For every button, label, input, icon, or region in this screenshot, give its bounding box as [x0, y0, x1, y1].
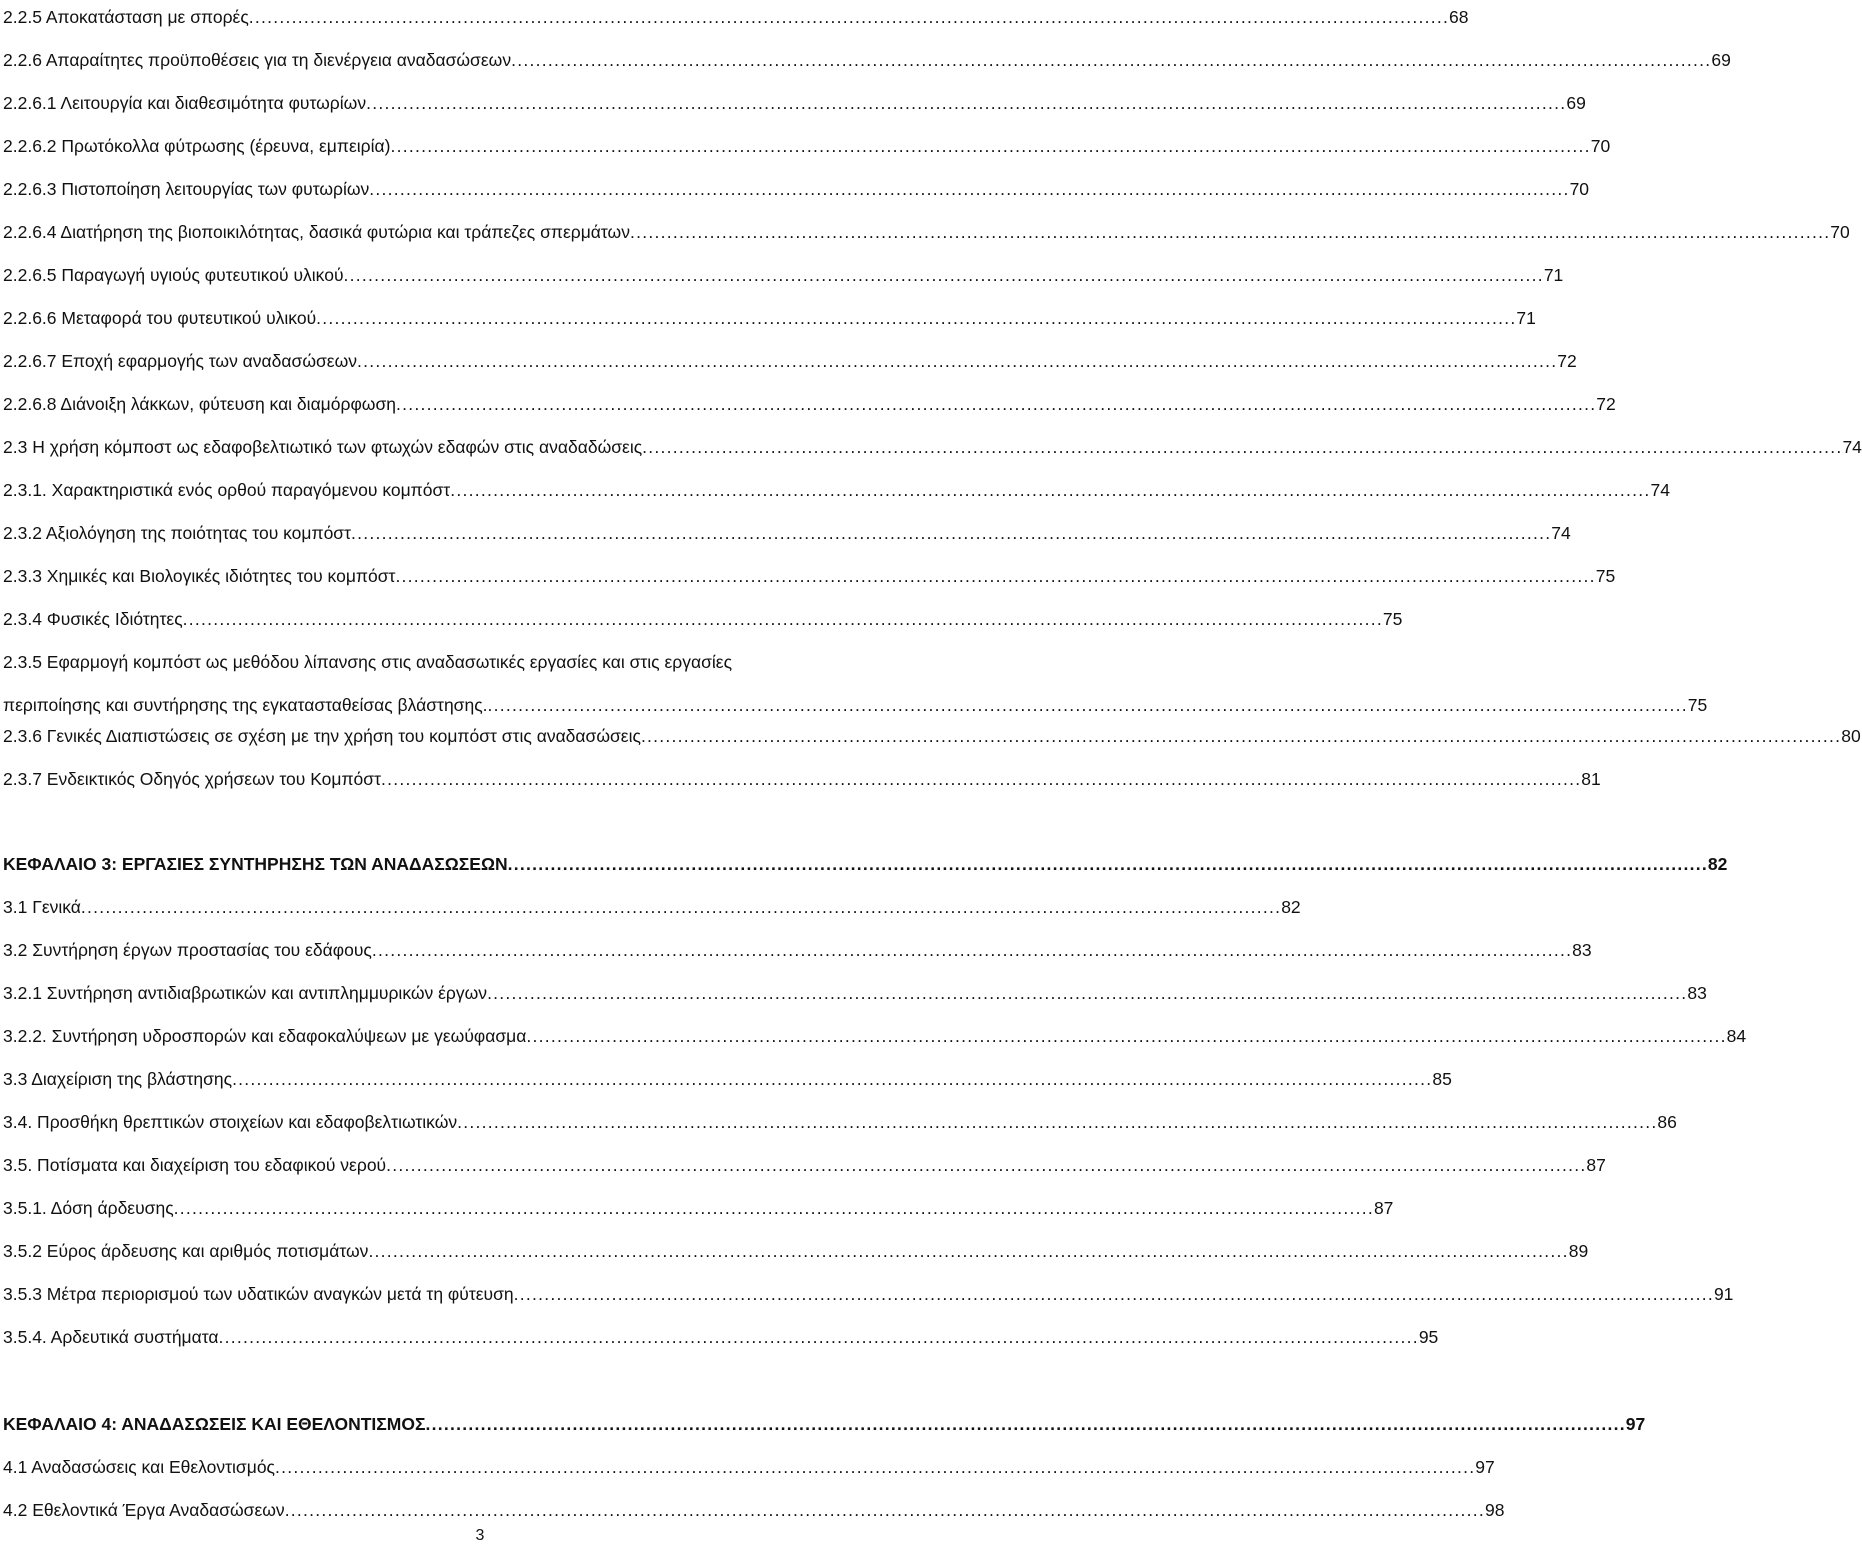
toc-entry-title: ΚΕΦΑΛΑΙΟ 4: ΑΝΑΔΑΣΩΣΕΙΣ ΚΑΙ ΕΘΕΛΟΝΤΙΣΜΟΣ — [3, 1414, 426, 1434]
dot-leader — [457, 1111, 1654, 1133]
toc-entry-title: 3.2.2. Συντήρηση υδροσπορών και εδαφοκαλύψεων με γεωύφασμα — [3, 1026, 527, 1046]
toc-entry-page: 83 — [1572, 940, 1592, 960]
dot-leader — [232, 1068, 1429, 1090]
toc-entry-page: 75 — [1687, 695, 1708, 715]
toc-entry-page: 81 — [1581, 769, 1601, 789]
toc-entry-page: 69 — [1711, 50, 1731, 70]
toc-entry[interactable] — [3, 1197, 1394, 1219]
toc-entry[interactable] — [3, 982, 1707, 1004]
toc-entry-page: 80 — [1841, 726, 1861, 746]
toc-entry-title-line1: 2.3.5 Εφαρμογή κομπόστ ως μεθόδου λίπανσης στις αναδασωτικές εργασίες και στις εργασίες — [3, 652, 733, 672]
toc-entry-title: 3.5.3 Μέτρα περιορισμού των υδατικών αναγκών μετά τη φύτευση — [3, 1284, 514, 1304]
toc-entry[interactable] — [3, 6, 1469, 28]
dot-leader — [395, 565, 1592, 587]
toc-entry-title: 4.2 Εθελοντικά Έργα Αναδασώσεων — [3, 1500, 285, 1520]
toc-entry[interactable] — [3, 725, 1861, 747]
toc-entry[interactable] — [3, 1111, 1677, 1133]
toc-entry-title: 3.5.4. Αρδευτικά συστήματα — [3, 1327, 219, 1347]
dot-leader — [344, 264, 1541, 286]
dot-leader — [396, 393, 1593, 415]
toc-entry-page: 82 — [1707, 854, 1728, 874]
dot-leader — [357, 350, 1554, 372]
toc-entry-page: 98 — [1484, 1500, 1505, 1520]
dot-leader — [381, 768, 1578, 790]
toc-entry[interactable] — [3, 1499, 1505, 1521]
toc-entry[interactable] — [3, 1068, 1452, 1090]
dot-leader — [488, 694, 1685, 716]
toc-entry-title: 2.3.4 Φυσικές Ιδιότητες — [3, 609, 183, 629]
dot-leader — [366, 92, 1563, 114]
dot-leader — [642, 436, 1839, 458]
toc-entry-title: 2.2.6.3 Πιστοποίηση λειτουργίας των φυτωρίων — [3, 179, 370, 199]
toc-entry-title: 3.2.1 Συντήρηση αντιδιαβρωτικών και αντιπλημμυρικών έργων — [3, 983, 488, 1003]
toc-entry-page: 69 — [1566, 93, 1586, 113]
toc-entry[interactable] — [3, 1326, 1439, 1348]
toc-entry-title: 3.5.2 Εύρος άρδευσης και αριθμός ποτισμάτων — [3, 1241, 369, 1261]
toc-entry-page: 87 — [1373, 1198, 1394, 1218]
toc-entry-title: 2.3.7 Ενδεικτικός Οδηγός χρήσεων του Κομπόστ — [3, 769, 381, 789]
toc-entry[interactable] — [3, 1413, 1646, 1435]
toc-entry[interactable] — [3, 1283, 1734, 1305]
toc-entry-title: 3.1 Γενικά — [3, 897, 81, 917]
toc-entry-title: περιποίησης και συντήρησης της εγκατασταθείσας βλάστησης. — [3, 695, 488, 715]
dot-leader — [174, 1197, 1371, 1219]
toc-entry-title: 2.3 Η χρήση κόμποστ ως εδαφοβελτιωτικό των φτωχών εδαφών στις αναδαδώσεις — [3, 437, 643, 457]
toc-entry[interactable] — [3, 608, 1403, 630]
toc-entry-title: 2.2.6.8 Διάνοιξη λάκκων, φύτευση και διαμόρφωση — [3, 394, 396, 414]
dot-leader — [508, 853, 1705, 875]
toc-entry[interactable] — [3, 393, 1616, 415]
toc-entry-title: 2.3.3 Χημικές και Βιολογικές ιδιότητες του κομπόστ — [3, 566, 396, 586]
toc-entry[interactable] — [3, 264, 1564, 286]
dot-leader — [249, 6, 1446, 28]
toc-entry-page: 74 — [1551, 523, 1571, 543]
toc-entry-page: 75 — [1595, 566, 1616, 586]
toc-entry[interactable] — [3, 92, 1586, 114]
toc-entry-page: 91 — [1713, 1284, 1734, 1304]
dot-leader — [275, 1456, 1472, 1478]
dot-leader — [81, 896, 1278, 918]
toc-entry-page: 84 — [1726, 1026, 1747, 1046]
toc-entry-page: 97 — [1625, 1414, 1646, 1434]
dot-leader — [641, 725, 1838, 747]
dot-leader — [390, 135, 1587, 157]
toc-entry-page: 70 — [1569, 179, 1590, 199]
dot-leader — [514, 1283, 1711, 1305]
toc-entry-title: 3.2 Συντήρηση έργων προστασίας του εδάφους — [3, 940, 372, 960]
toc-entry-title: 2.3.2 Αξιολόγηση της ποιότητας του κομπόστ — [3, 523, 352, 543]
dot-leader — [183, 608, 1380, 630]
toc-entry[interactable] — [3, 768, 1601, 790]
dot-leader — [219, 1326, 1416, 1348]
dot-leader — [425, 1413, 1622, 1435]
dot-leader — [511, 49, 1708, 71]
toc-entry-title: 2.2.6 Απαραίτητες προϋποθέσεις για τη διενέργεια αναδασώσεων — [3, 50, 512, 70]
page-number: 3 — [475, 1527, 485, 1544]
toc-entry[interactable] — [3, 135, 1611, 157]
toc-entry[interactable] — [3, 1240, 1589, 1262]
toc-entry[interactable] — [3, 1154, 1606, 1176]
toc-entry[interactable] — [3, 350, 1577, 372]
toc-entry-title: 2.2.6.4 Διατήρηση της βιοποικιλότητας, δασικά φυτώρια και τράπεζες σπερμάτων — [3, 222, 630, 242]
toc-entry-page: 70 — [1830, 222, 1850, 242]
dot-leader — [369, 178, 1566, 200]
toc-entry-title: 3.3 Διαχείριση της βλάστησης — [3, 1069, 233, 1089]
toc-entry-page: 86 — [1657, 1112, 1677, 1132]
dot-leader — [386, 1154, 1583, 1176]
toc-entry[interactable] — [3, 1025, 1747, 1047]
toc-entry[interactable] — [3, 178, 1590, 200]
toc-entry-title: 2.3.6 Γενικές Διαπιστώσεις σε σχέση με την χρήση του κομπόστ στις αναδασώσεις — [3, 726, 641, 746]
dot-leader — [285, 1499, 1482, 1521]
toc-entry[interactable] — [3, 565, 1616, 587]
toc-entry-page: 83 — [1687, 983, 1707, 1003]
toc-entry-title: 2.2.6.2 Πρωτόκολλα φύτρωσης (έρευνα, εμπειρία) — [3, 136, 391, 156]
toc-entry-title: 3.4. Προσθήκη θρεπτικών στοιχείων και εδαφοβελτιωτικών — [3, 1112, 458, 1132]
toc-entry-page: 72 — [1596, 394, 1616, 414]
dot-leader — [526, 1025, 1723, 1047]
toc-entry-title: 2.3.1. Χαρακτηριστικά ενός ορθού παραγόμενου κομπόστ — [3, 480, 451, 500]
dot-leader — [368, 1240, 1565, 1262]
toc-entry-title: 2.2.6.5 Παραγωγή υγιούς φυτευτικού υλικού — [3, 265, 344, 285]
toc-entry[interactable] — [3, 896, 1301, 918]
toc-entry-page: 74 — [1650, 480, 1670, 500]
toc-entry-title: 3.5.1. Δόση άρδευσης — [3, 1198, 174, 1218]
toc-entry[interactable] — [3, 522, 1571, 544]
toc-entry-title: 3.5. Ποτίσματα και διαχείριση του εδαφικού νερού — [3, 1155, 387, 1175]
toc-entry-page: 95 — [1418, 1327, 1439, 1347]
toc-entry-page: 68 — [1449, 7, 1469, 27]
toc-entry[interactable] — [3, 436, 1862, 458]
toc-entry-title: 4.1 Αναδασώσεις και Εθελοντισμός — [3, 1457, 275, 1477]
toc-entry-page: 70 — [1590, 136, 1611, 156]
toc-entry-page: 97 — [1475, 1457, 1495, 1477]
dot-leader — [487, 982, 1684, 1004]
toc-entry[interactable] — [3, 307, 1536, 329]
toc-entry-title: 2.2.6.7 Εποχή εφαρμογής των αναδασώσεων — [3, 351, 357, 371]
toc-entry[interactable] — [3, 49, 1731, 71]
toc-entry[interactable] — [3, 939, 1592, 961]
toc-entry-page: 89 — [1568, 1241, 1589, 1261]
toc-entry-page: 71 — [1516, 308, 1536, 328]
toc-entry-page: 82 — [1281, 897, 1301, 917]
toc-entry[interactable] — [3, 651, 1708, 716]
dot-leader — [372, 939, 1569, 961]
dot-leader — [351, 522, 1548, 544]
toc-entry-page: 74 — [1842, 437, 1862, 457]
toc-entry-title: 2.2.6.1 Λειτουργία και διαθεσιμότητα φυτωρίων — [3, 93, 367, 113]
toc-entry[interactable] — [3, 853, 1728, 875]
toc-entry[interactable] — [3, 479, 1670, 501]
dot-leader — [450, 479, 1647, 501]
toc-entry-title: ΚΕΦΑΛΑΙΟ 3: ΕΡΓΑΣΙΕΣ ΣΥΝΤΗΡΗΣΗΣ ΤΩΝ ΑΝΑΔΑΣΩΣΕΩΝ — [3, 854, 508, 874]
toc-entry-title: 2.2.6.6 Μεταφορά του φυτευτικού υλικού — [3, 308, 317, 328]
toc-entry[interactable] — [3, 1456, 1495, 1478]
toc-entry[interactable] — [3, 221, 1850, 243]
toc-entry-title: 2.2.5 Αποκατάσταση με σπορές — [3, 7, 249, 27]
toc-entry-page: 72 — [1557, 351, 1577, 371]
toc-entry-page: 87 — [1586, 1155, 1606, 1175]
dot-leader — [630, 221, 1827, 243]
toc-entry-page: 75 — [1382, 609, 1403, 629]
toc-entry-page: 85 — [1432, 1069, 1452, 1089]
toc-entry-page: 71 — [1543, 265, 1564, 285]
dot-leader — [316, 307, 1513, 329]
